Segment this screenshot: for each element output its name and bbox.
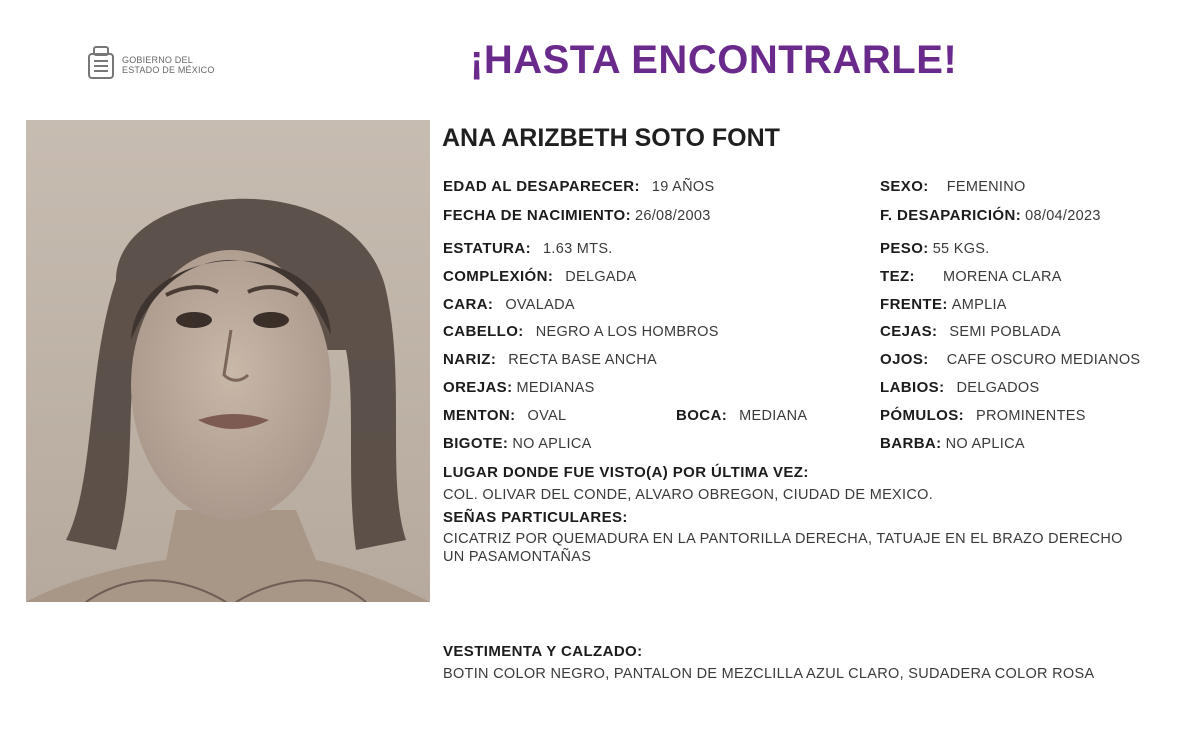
field-value: 26/08/2003 — [635, 208, 711, 224]
field-menton — [443, 407, 566, 429]
person-name: ANA ARIZBETH SOTO FONT — [442, 124, 780, 152]
headline: ¡HASTA ENCONTRARLE! — [470, 38, 958, 82]
field-value: DELGADOS — [956, 380, 1040, 396]
field-sexo — [880, 178, 1026, 200]
field-value: PROMINENTES — [976, 408, 1086, 424]
field-value: RECTA BASE ANCHA — [508, 352, 658, 368]
field-peso — [880, 240, 990, 262]
field-ojos — [880, 351, 1140, 373]
field-frente — [880, 296, 1007, 318]
field-value: CAFE OSCURO MEDIANOS — [946, 352, 1141, 368]
state-emblem-icon — [86, 44, 116, 85]
field-orejas — [443, 379, 595, 401]
field-value: OVALADA — [505, 297, 575, 313]
field-label: MENTON: — [443, 407, 516, 424]
field-value: NEGRO A LOS HOMBROS — [535, 324, 719, 340]
field-label: CEJAS: — [880, 323, 938, 340]
field-label: OREJAS: — [443, 379, 513, 396]
field-bigote — [443, 435, 592, 457]
field-fecha-nacimiento — [443, 207, 711, 229]
field-value: AMPLIA — [951, 297, 1007, 313]
logo-line-2: ESTADO DE MÉXICO — [122, 64, 215, 75]
person-photo — [26, 120, 430, 602]
field-tez — [880, 268, 1062, 290]
field-value: 55 KGS. — [932, 241, 990, 257]
distinguishing-marks-label: SEÑAS PARTICULARES: — [443, 509, 628, 526]
field-f-desaparicion — [880, 207, 1101, 229]
field-nariz — [443, 351, 657, 373]
field-cabello — [443, 323, 719, 345]
field-label: BARBA: — [880, 435, 942, 452]
clothing-label: VESTIMENTA Y CALZADO: — [443, 643, 643, 660]
field-value: NO APLICA — [945, 436, 1025, 452]
clothing-text: BOTIN COLOR NEGRO, PANTALON DE MEZCLILLA AZUL CLARO, SUDADERA COLOR ROSA — [443, 666, 1095, 682]
field-label: SEXO: — [880, 178, 929, 195]
field-value: OVAL — [527, 408, 567, 424]
field-value: DELGADA — [565, 269, 637, 285]
distinguishing-marks-text: CICATRIZ POR QUEMADURA EN LA PANTORILLA DERECHA, TATUAJE EN EL BRAZO DERECHO UN PASAMONTAÑAS — [443, 531, 1123, 565]
field-label: OJOS: — [880, 351, 929, 368]
last-seen-label: LUGAR DONDE FUE VISTO(A) POR ÚLTIMA VEZ: — [443, 464, 809, 481]
field-value: SEMI POBLADA — [949, 324, 1061, 340]
field-cara — [443, 296, 575, 318]
field-value: MORENA CLARA — [942, 269, 1062, 285]
field-label: PESO: — [880, 240, 929, 257]
field-label: FRENTE: — [880, 296, 948, 313]
field-boca — [676, 407, 807, 429]
field-label: COMPLEXIÓN: — [443, 268, 554, 285]
field-value: 08/04/2023 — [1025, 208, 1101, 224]
field-label: BIGOTE: — [443, 435, 509, 452]
field-labios — [880, 379, 1039, 401]
field-value: 19 AÑOS — [651, 179, 715, 195]
field-label: CARA: — [443, 296, 494, 313]
field-value: FEMENINO — [946, 179, 1026, 195]
field-label: CABELLO: — [443, 323, 524, 340]
field-estatura — [443, 240, 613, 262]
field-value: NO APLICA — [512, 436, 592, 452]
field-edad — [443, 178, 714, 200]
field-label: PÓMULOS: — [880, 407, 965, 424]
field-complexion — [443, 268, 637, 290]
field-label: BOCA: — [676, 407, 728, 424]
field-cejas — [880, 323, 1061, 345]
field-label: FECHA DE NACIMIENTO: — [443, 207, 631, 224]
field-label: ESTATURA: — [443, 240, 532, 257]
field-label: EDAD AL DESAPARECER: — [443, 178, 640, 195]
field-label: TEZ: — [880, 268, 915, 285]
last-seen-text: COL. OLIVAR DEL CONDE, ALVARO OBREGON, CIUDAD DE MEXICO. — [443, 487, 934, 503]
logo-line-1: GOBIERNO DEL — [122, 54, 193, 65]
field-value: MEDIANAS — [516, 380, 595, 396]
field-label: F. DESAPARICIÓN: — [880, 207, 1022, 224]
field-pomulos — [880, 407, 1086, 429]
government-logo — [86, 44, 215, 85]
logo-text — [122, 55, 215, 75]
field-barba — [880, 435, 1025, 457]
field-value: 1.63 MTS. — [543, 241, 613, 257]
field-value: MEDIANA — [739, 408, 808, 424]
field-label: NARIZ: — [443, 351, 497, 368]
field-label: LABIOS: — [880, 379, 945, 396]
